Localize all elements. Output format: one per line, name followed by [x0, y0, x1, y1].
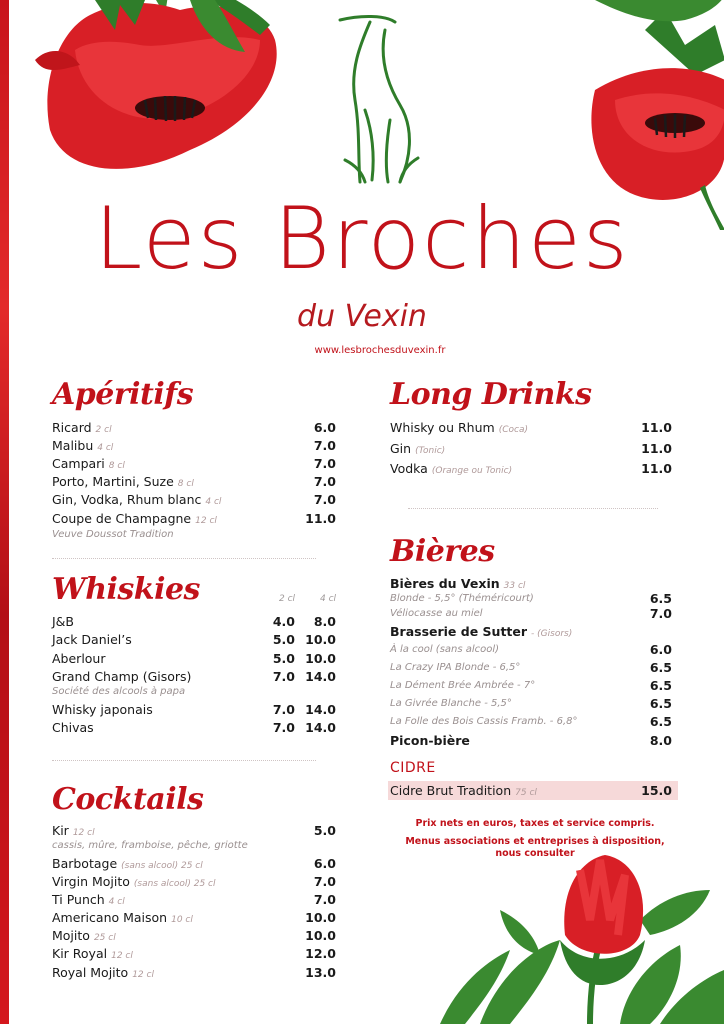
- item-name: Malibu: [52, 438, 94, 453]
- item-price-4cl: 14.0: [305, 702, 336, 717]
- item-price: 6.5: [649, 678, 672, 693]
- item-name: Bières du Vexin: [390, 576, 500, 591]
- item-price: 6.0: [649, 642, 672, 657]
- price-note: Prix nets en euros, taxes et service compris.: [415, 818, 655, 829]
- item-price: 7.0: [313, 892, 336, 907]
- item-price-4cl: 8.0: [313, 614, 336, 629]
- item-volume: 4 cl: [108, 897, 125, 907]
- menu-item: [390, 641, 674, 658]
- item-price-2cl: 5.0: [272, 651, 295, 666]
- item-price: 12.0: [305, 946, 336, 961]
- item-name: J&B: [52, 614, 75, 629]
- menu-item: [390, 419, 674, 436]
- website-link[interactable]: www.lesbrochesduvexin.fr: [314, 345, 446, 356]
- item-price-4cl: 14.0: [305, 669, 336, 684]
- menu-item: [52, 822, 336, 839]
- item-price: 7.0: [313, 456, 336, 471]
- bieres-heading: Bières: [390, 534, 495, 569]
- item-price-4cl: 10.0: [305, 632, 336, 647]
- menu-item: [52, 473, 336, 490]
- menu-item: [390, 732, 674, 749]
- item-volume: 8 cl: [177, 479, 194, 489]
- leaf-icon: [595, 0, 724, 35]
- item-name: Ti Punch: [52, 892, 105, 907]
- item-name: Grand Champ (Gisors): [52, 669, 192, 684]
- item-price: 15.0: [641, 783, 672, 798]
- whiskies-heading: Whiskies: [52, 572, 200, 607]
- item-volume: 12 cl: [111, 951, 133, 961]
- item-price: 7.0: [313, 474, 336, 489]
- restaurant-subtitle: du Vexin: [297, 299, 427, 334]
- item-name: Gin: [390, 441, 412, 456]
- menu-item: [52, 701, 336, 718]
- divider: [408, 508, 658, 509]
- menu-item: [52, 491, 336, 508]
- item-name: Ricard: [52, 420, 92, 435]
- item-price: 13.0: [305, 965, 336, 980]
- item-name: Mojito: [52, 928, 90, 943]
- item-volume: 12 cl: [195, 516, 217, 526]
- item-name: Chivas: [52, 720, 94, 735]
- item-name: Barbotage: [52, 856, 118, 871]
- item-name: La Crazy IPA Blonde - 6,5°: [390, 662, 521, 673]
- item-price-2cl: 7.0: [272, 702, 295, 717]
- item-price: 5.0: [313, 823, 336, 838]
- item-price-4cl: 14.0: [305, 720, 336, 735]
- item-price: 6.0: [313, 856, 336, 871]
- item-name: Picon-bière: [390, 733, 470, 748]
- item-price: 6.5: [649, 714, 672, 729]
- item-price: 11.0: [641, 441, 672, 456]
- menu-item: [390, 659, 674, 676]
- item-price: 8.0: [649, 733, 672, 748]
- menu-item: [390, 782, 674, 799]
- item-volume: 12 cl: [72, 828, 95, 838]
- item-volume: 4 cl: [97, 443, 114, 453]
- menu-item: [52, 613, 336, 630]
- item-name: Véliocasse au miel: [390, 608, 483, 619]
- menu-item: [390, 695, 674, 712]
- leaf-icon: [90, 0, 160, 35]
- item-name: Gin, Vodka, Rhum blanc: [52, 492, 202, 507]
- menu-item: [52, 891, 336, 908]
- item-price: 7.0: [313, 438, 336, 453]
- item-name: La Folle des Bois Cassis Framb. - 6,8°: [390, 716, 578, 727]
- item-price-2cl: 7.0: [272, 669, 295, 684]
- poppy-flower-icon: [20, 0, 300, 190]
- item-name: Kir: [52, 823, 69, 838]
- menu-item: [52, 631, 336, 648]
- leaf-icon: [185, 0, 250, 55]
- item-price: 6.5: [649, 696, 672, 711]
- item-price: 7.0: [313, 874, 336, 889]
- item-price-2cl: 5.0: [272, 632, 295, 647]
- item-volume: 12 cl: [132, 970, 154, 980]
- item-volume: (Tonic): [415, 446, 446, 456]
- item-name: Aberlour: [52, 651, 106, 666]
- menu-item: [52, 927, 336, 944]
- item-price: 7.0: [313, 492, 336, 507]
- divider: [52, 760, 316, 761]
- menu-item: [52, 437, 336, 454]
- item-volume: 2 cl: [95, 425, 112, 435]
- left-red-edge: [0, 0, 9, 1024]
- item-name: À la cool (sans alcool): [390, 644, 500, 655]
- menu-item: [52, 945, 336, 962]
- divider: [52, 558, 316, 559]
- item-name: Brasserie de Sutter: [390, 624, 528, 639]
- item-price-4cl: 10.0: [305, 651, 336, 666]
- item-name: La Givrée Blanche - 5,5°: [390, 698, 512, 709]
- item-volume: 8 cl: [108, 461, 125, 471]
- poppy-flower-icon: [440, 850, 724, 1024]
- logo-figure-icon: [330, 10, 430, 190]
- item-volume: (sans alcool) 25 cl: [133, 879, 216, 889]
- item-name: Coupe de Champagne: [52, 511, 192, 526]
- item-name: Blonde - 5,5° (Théméricourt): [390, 593, 534, 604]
- aperitifs-heading: Apéritifs: [52, 377, 194, 412]
- item-name: Americano Maison: [52, 910, 168, 925]
- menu-item: [52, 909, 336, 926]
- menu-item: [390, 713, 674, 730]
- item-price: 11.0: [641, 420, 672, 435]
- item-name: Virgin Mojito: [52, 874, 130, 889]
- item-name: Whisky japonais: [52, 702, 153, 717]
- column-header-4cl: 4 cl: [320, 594, 337, 604]
- item-name: Jack Daniel’s: [52, 632, 132, 647]
- item-volume: 10 cl: [171, 915, 193, 925]
- item-name: La Dément Brée Ambrée - 7°: [390, 680, 536, 691]
- menu-item: [390, 605, 674, 622]
- item-price: 10.0: [305, 910, 336, 925]
- item-price: 11.0: [305, 511, 336, 526]
- item-location: - (Gisors): [531, 629, 573, 639]
- item-volume: (sans alcool) 25 cl: [121, 861, 203, 871]
- item-subtext: Société des alcools à papa: [52, 686, 186, 697]
- item-name: Cidre Brut Tradition: [390, 783, 512, 798]
- item-subtext: Veuve Doussot Tradition: [52, 529, 174, 540]
- menus-note-contact: nous consulter: [495, 848, 575, 859]
- menu-item: [52, 510, 336, 527]
- item-price: 6.5: [649, 591, 672, 606]
- menu-item: [390, 460, 674, 477]
- menu-item: [52, 873, 336, 890]
- item-name: Royal Mojito: [52, 965, 129, 980]
- menu-item: [52, 668, 336, 685]
- item-name: Vodka: [390, 461, 428, 476]
- item-volume: 33 cl: [503, 581, 526, 591]
- item-volume: 4 cl: [205, 497, 222, 507]
- item-volume: 25 cl: [93, 933, 116, 943]
- cidre-heading: CIDRE: [390, 760, 436, 776]
- item-price: 6.5: [649, 660, 672, 675]
- item-price: 10.0: [305, 928, 336, 943]
- item-name: Campari: [52, 456, 105, 471]
- item-name: Porto, Martini, Suze: [52, 474, 174, 489]
- menu-item: [52, 719, 336, 736]
- item-price-2cl: 4.0: [272, 614, 295, 629]
- item-volume: (Orange ou Tonic): [431, 466, 513, 476]
- item-volume: (Coca): [498, 425, 528, 435]
- menu-item: [390, 440, 674, 457]
- menus-note: Menus associations et entreprises à disposition,: [405, 836, 665, 847]
- menu-item: [390, 677, 674, 694]
- item-price-2cl: 7.0: [272, 720, 295, 735]
- item-price: 11.0: [641, 461, 672, 476]
- item-subtext: cassis, mûre, framboise, pêche, griotte: [52, 840, 248, 851]
- item-name: Whisky ou Rhum: [390, 420, 495, 435]
- item-price: 6.0: [313, 420, 336, 435]
- menu-item: [52, 964, 336, 981]
- menu-item: [52, 855, 336, 872]
- column-header-2cl: 2 cl: [279, 594, 296, 604]
- cocktails-heading: Cocktails: [52, 782, 204, 817]
- menu-item: [52, 419, 336, 436]
- restaurant-title: Les Broches: [94, 189, 630, 289]
- item-volume: 75 cl: [515, 788, 537, 798]
- item-name: Kir Royal: [52, 946, 108, 961]
- long-drinks-heading: Long Drinks: [390, 377, 592, 412]
- menu-item: [52, 455, 336, 472]
- menu-item: [52, 650, 336, 667]
- beer-group-sutter: [390, 623, 674, 640]
- item-price: 7.0: [649, 606, 672, 621]
